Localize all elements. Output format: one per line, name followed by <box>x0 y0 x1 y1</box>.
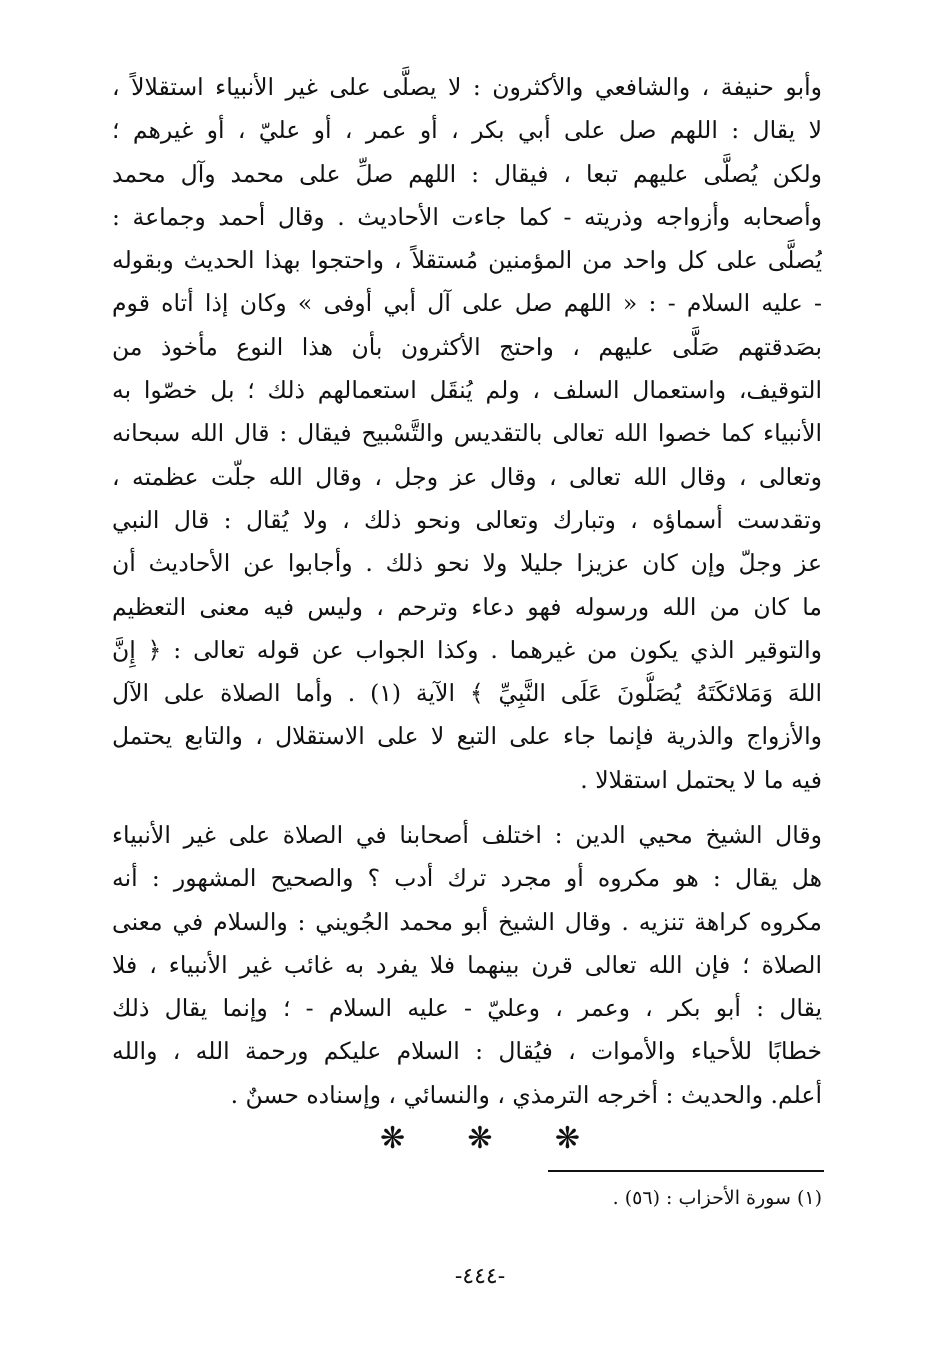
text-line: عز وجلّ وإن كان عزيزا جليلا ولا نحو ذلك . وأجابوا عن الأحاديث أن <box>112 549 822 578</box>
asterism-icon: ❋ <box>380 1121 406 1156</box>
text-line: ولكن يُصلَّى عليهم تبعا ، فيقال : اللهم صلِّ على محمد وآل محمد <box>112 159 822 188</box>
text-line: - عليه السلام - : « اللهم صل على آل أبي أوفى » وكان إذا أتاه قوم <box>112 289 822 318</box>
asterism-icon: ❋ <box>554 1121 580 1156</box>
text-line: فيه ما لا يحتمل استقلالا . <box>580 765 822 794</box>
text-line: أعلم. والحديث : أخرجه الترمذي ، والنسائي ، وإسناده حسنٌ . <box>230 1080 822 1109</box>
footnote-rule <box>548 1170 824 1172</box>
text-line: وأصحابه وأزواجه وذريته - كما جاءت الأحاديث . وقال أحمد وجماعة : <box>112 202 822 231</box>
text-line: وتعالى ، وقال الله تعالى ، وقال عز وجل ، وقال الله جلّت عظمته ، <box>112 462 822 491</box>
text-line: بصَدقتهم صَلَّى عليهم ، واحتج الأكثرون بأن هذا النوع مأخوذ من <box>112 332 822 361</box>
text-line: والتوقير الذي يكون من غيرهما . وكذا الجواب عن قوله تعالى : ﴿ إِنَّ <box>112 635 822 664</box>
text-line: وأبو حنيفة ، والشافعي والأكثرون : لا يصلَّى على غير الأنبياء استقلالاً ، <box>112 73 822 101</box>
text-line: مكروه كراهة تنزيه . وقال الشيخ أبو محمد الجُويني : والسلام في معنى <box>112 907 822 936</box>
text-line: يُصلَّى على كل واحد من المؤمنين مُستقلاً ، واحتجوا بهذا الحديث وبقوله <box>112 246 822 275</box>
text-line: التوقيف، واستعمال السلف ، ولم يُنقَل استعمالهم ذلك ؛ بل خصّوا به <box>112 376 822 405</box>
page-number: -٤٤٤- <box>454 1264 506 1289</box>
text-line: الأنبياء كما خصوا الله تعالى بالتقديس والتَّسْبيح فيقال : قال الله سبحانه <box>112 419 822 448</box>
text-line: يقال : أبو بكر ، وعمر ، وعليّ - عليه السلام - ؛ وإنما يقال ذلك <box>112 994 822 1023</box>
text-line: الصلاة ؛ فإن الله تعالى قرن بينهما فلا يفرد به غائب غير الأنبياء ، فلا <box>112 950 822 979</box>
main-paragraph-2 <box>112 814 822 1117</box>
text-line: والأزواج والذرية فإنما جاء على التبع لا على الاستقلال ، والتابع يحتمل <box>112 722 822 751</box>
footnote: (١) سورة الأحزاب : (٥٦) . <box>612 1187 822 1209</box>
text-line: اللهَ وَمَلائكَتَهُ يُصَلُّونَ عَلَى النَّبِيِّ ﴾ الآية (١) . وأما الصلاة على الآل <box>112 679 822 708</box>
text-line: وتقدست أسماؤه ، وتبارك وتعالى ونحو ذلك ، ولا يُقال : قال النبي <box>112 505 822 534</box>
text-line: لا يقال : اللهم صل على أبي بكر ، أو عمر ، أو عليّ ، أو غيرهم ؛ <box>112 116 822 145</box>
text-line: وقال الشيخ محيي الدين : اختلف أصحابنا في الصلاة على غير الأنبياء <box>112 821 822 849</box>
text-line: هل يقال : هو مكروه أو مجرد ترك أدب ؟ والصحيح المشهور : أنه <box>112 864 822 893</box>
text-line: خطابًا للأحياء والأموات ، فيُقال : السلام عليكم ورحمة الله ، والله <box>112 1037 822 1066</box>
text-line: ما كان من الله ورسوله فهو دعاء وترحم ، وليس فيه معنى التعظيم <box>112 592 822 621</box>
section-divider <box>380 1121 580 1156</box>
main-paragraph-1 <box>112 66 822 802</box>
asterism-icon: ❋ <box>467 1121 493 1156</box>
